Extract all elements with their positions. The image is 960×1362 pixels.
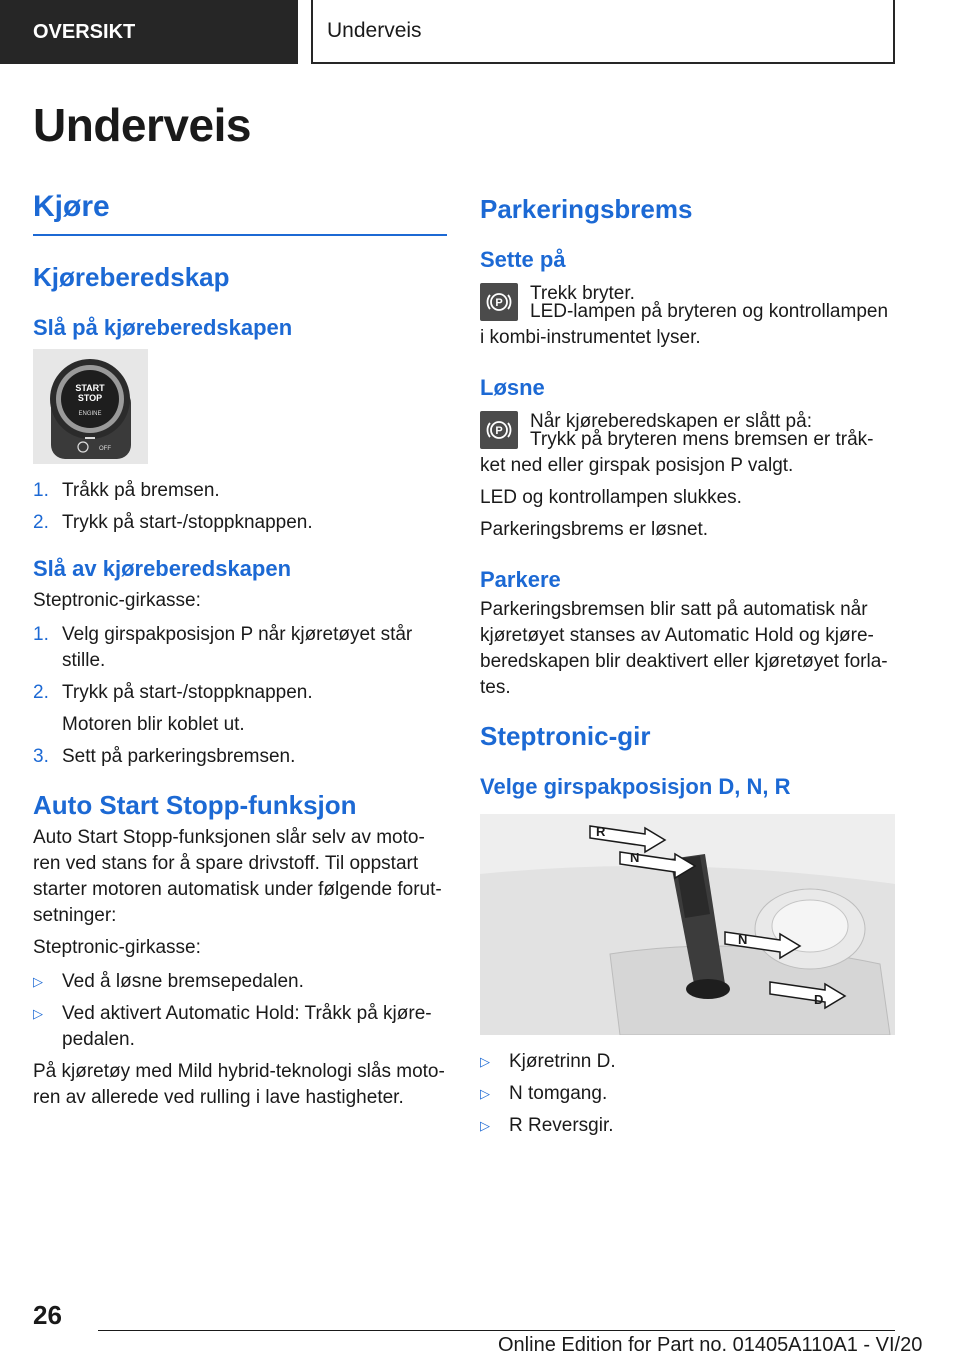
svg-text:P: P	[495, 297, 503, 309]
tab-overview-label: OVERSIKT	[33, 20, 136, 43]
motor-off-note: Motoren blir koblet ut.	[62, 714, 245, 735]
triangle-right-icon: ▷	[33, 974, 43, 989]
sette-pa-text-2: LED-lampen på bryteren og kontrollampen i kombi-instrumentet lyser.	[480, 301, 889, 348]
gear-bullets	[480, 1049, 895, 1139]
gear-label-n-2: N	[738, 932, 748, 947]
step-number: 2.	[33, 682, 49, 703]
off-label: OFF	[99, 446, 111, 452]
list-item	[33, 1001, 447, 1053]
page-title: Underveis	[33, 99, 251, 151]
auto-paragraph: Auto Start Stopp-funksjonen slår selv av moto-ren ved stans for å spare drivstoff. Til oppstart starter motoren automatisk under følgende forut-setninger:	[33, 827, 442, 926]
heading-rule	[33, 234, 447, 236]
gear-label-r: R	[596, 824, 606, 839]
auto-bullets	[33, 969, 447, 1053]
heading-losne: Løsne	[480, 375, 545, 400]
list-item	[33, 622, 447, 674]
engine-label: ENGINE	[78, 411, 102, 417]
sette-pa-block	[480, 281, 895, 325]
heading-auto-start-stop: Auto Start Stopp-funksjon	[33, 790, 357, 820]
heading-sette-pa: Sette på	[480, 247, 566, 272]
list-item	[480, 1049, 895, 1075]
heading-velge: Velge girspakposisjon D, N, R	[480, 774, 791, 799]
triangle-right-icon: ▷	[480, 1086, 490, 1101]
steptronic-label: Steptronic-girkasse:	[33, 590, 201, 611]
gear-label-d: D	[814, 992, 824, 1007]
heading-kjoreberedskap: Kjøreberedskap	[33, 262, 230, 292]
bullet-text: N tomgang.	[509, 1083, 608, 1104]
step-text: Velg girspakposisjon P når kjøretøyet står stille.	[62, 624, 413, 671]
tab-section[interactable]	[311, 0, 895, 64]
tab-section-label: Underveis	[327, 19, 422, 42]
step-text: Trykk på start-/stoppknappen.	[62, 682, 313, 703]
losne-block	[480, 409, 895, 453]
stop-label: STOP	[77, 393, 103, 403]
heading-sla-av: Slå av kjøreberedskapen	[33, 556, 292, 581]
page-number: 26	[33, 1300, 62, 1330]
mild-hybrid-paragraph: På kjøretøy med Mild hybrid-teknologi slås moto-ren av allerede ved rulling i lave hastigheter.	[33, 1061, 445, 1108]
parking-brake-icon	[480, 283, 518, 321]
step-number: 2.	[33, 512, 49, 533]
list-item	[480, 1113, 895, 1139]
step-note	[33, 712, 447, 738]
list-item	[33, 680, 447, 706]
gear-selector-illustration	[480, 814, 895, 1035]
losne-text-3: LED og kontrollampen slukkes.	[480, 487, 742, 508]
gear-label-n: N	[630, 850, 640, 865]
list-item	[480, 1081, 895, 1107]
step-text: Sett på parkeringsbremsen.	[62, 746, 296, 767]
steps-on-list	[33, 478, 447, 536]
start-stop-button-image	[33, 349, 148, 464]
triangle-right-icon: ▷	[480, 1118, 490, 1133]
start-label: START	[75, 383, 105, 393]
footer-rule	[98, 1330, 895, 1331]
left-column	[33, 190, 447, 1111]
losne-text-4: Parkeringsbrems er løsnet.	[480, 519, 709, 540]
step-text: Trykk på start-/stoppknappen.	[62, 512, 313, 533]
losne-text-1: Når kjøreberedskapen er slått på:	[530, 411, 812, 432]
bullet-text: Kjøretrinn D.	[509, 1051, 616, 1072]
triangle-right-icon: ▷	[33, 1006, 43, 1021]
triangle-right-icon: ▷	[480, 1054, 490, 1069]
list-item	[33, 478, 447, 504]
heading-parkeringsbrems: Parkeringsbrems	[480, 194, 693, 224]
list-item	[33, 510, 447, 536]
tab-overview[interactable]	[0, 0, 298, 64]
heading-kjore: Kjøre	[33, 190, 110, 223]
heading-sla-pa: Slå på kjøreberedskapen	[33, 315, 293, 340]
list-item	[33, 744, 447, 770]
step-text: Tråkk på bremsen.	[62, 480, 220, 501]
heading-steptronic-gir: Steptronic-gir	[480, 721, 651, 751]
parkere-paragraph: Parkeringsbremsen blir satt på automatisk når kjøretøyet stanses av Automatic Hold og kjøre-beredskapen blir deaktivert eller kjøretøyet forla-tes.	[480, 599, 888, 698]
steptronic-label-2: Steptronic-girkasse:	[33, 937, 201, 958]
sette-pa-text-1: Trekk bryter.	[530, 283, 635, 304]
steps-off-list	[33, 622, 447, 770]
start-stop-illustration	[33, 349, 148, 464]
step-number: 3.	[33, 746, 49, 767]
gear-selector-image	[480, 814, 895, 1035]
footer-edition: Online Edition for Part no. 01405A110A1 - VI/20	[498, 1334, 923, 1356]
step-number: 1.	[33, 624, 49, 645]
heading-parkere: Parkere	[480, 567, 561, 592]
svg-text:P: P	[495, 425, 503, 437]
losne-text-2: Trykk på bryteren mens bremsen er tråk-ket ned eller girspak posisjon P valgt.	[480, 429, 874, 476]
parking-brake-icon	[480, 411, 518, 449]
bullet-text: Ved å løsne bremsepedalen.	[62, 971, 304, 992]
list-item	[33, 969, 447, 995]
bullet-text: R Reversgir.	[509, 1115, 614, 1136]
right-column	[480, 190, 895, 1145]
step-number: 1.	[33, 480, 49, 501]
bullet-text: Ved aktivert Automatic Hold: Tråkk på kjøre-pedalen.	[62, 1003, 432, 1050]
